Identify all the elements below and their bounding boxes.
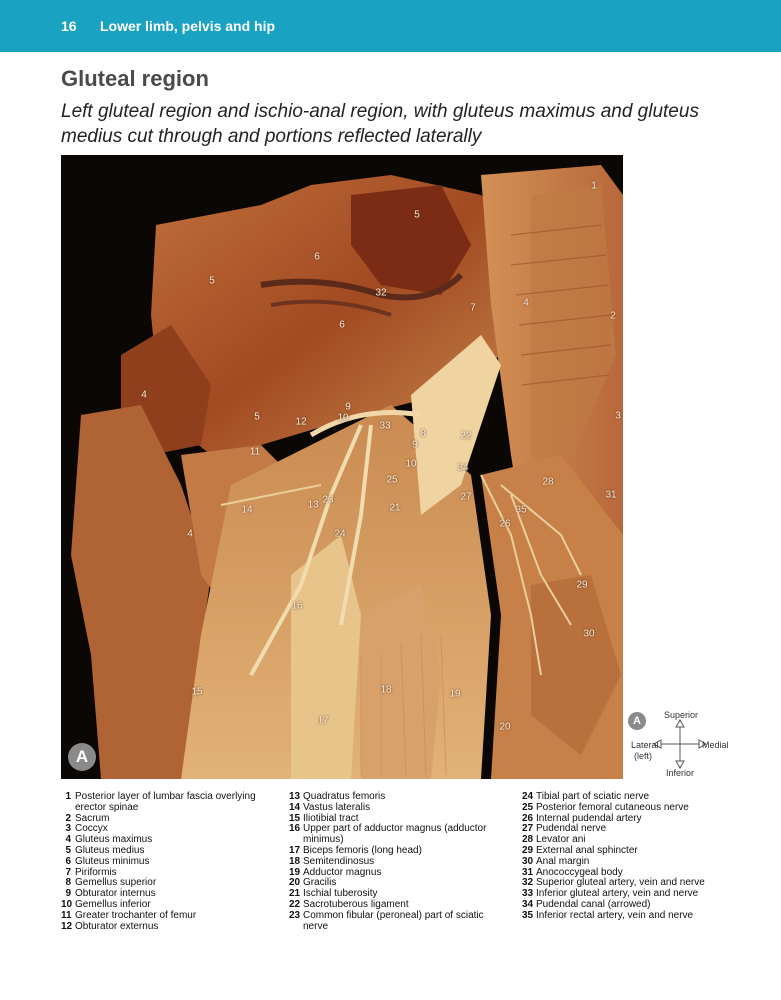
legend-text: Sacrum — [75, 812, 110, 824]
legend-number: 5 — [65, 844, 71, 856]
legend-text: Inferior gluteal artery, vein and nerve — [536, 888, 699, 900]
label-1: 1 — [591, 180, 597, 192]
label-23: 23 — [322, 494, 334, 506]
label-28: 28 — [542, 476, 554, 488]
legend-column-1 — [61, 792, 276, 932]
legend-number: 4 — [65, 834, 71, 846]
legend-number: 9 — [65, 888, 71, 900]
legend-number: 23 — [289, 909, 301, 921]
legend-number: 27 — [522, 823, 534, 835]
label-14: 14 — [241, 504, 253, 516]
label-19: 19 — [449, 688, 461, 700]
legend-item — [61, 911, 276, 922]
legend-text: Iliotibial tract — [303, 812, 359, 824]
legend-number: 33 — [522, 888, 534, 900]
legend-number: 29 — [522, 844, 534, 856]
label-5-mid: 5 — [254, 411, 260, 423]
legend-text: Gluteus maximus — [75, 834, 153, 846]
legend-number: 30 — [522, 855, 534, 867]
legend-number: 8 — [65, 877, 71, 889]
legend-item — [289, 911, 504, 933]
legend-number: 21 — [289, 888, 301, 900]
label-4-right: 4 — [523, 297, 529, 309]
label-34: 34 — [457, 462, 469, 474]
label-22: 22 — [460, 430, 472, 442]
legend-text: Inferior rectal artery, vein and nerve — [536, 909, 694, 921]
legend-item — [61, 922, 276, 933]
label-12: 12 — [295, 416, 307, 428]
label-9-right: 9 — [412, 439, 418, 451]
legend-text: Pudendal canal (arrowed) — [536, 898, 651, 910]
legend-text: Obturator externus — [75, 920, 159, 932]
label-11: 11 — [249, 446, 261, 458]
legend-number: 10 — [61, 898, 73, 910]
label-33: 33 — [379, 420, 391, 432]
label-30: 30 — [583, 628, 595, 640]
page-header — [0, 0, 781, 52]
label-3: 3 — [615, 410, 621, 422]
legend-text: Gluteus minimus — [75, 855, 150, 867]
legend-text: Semitendinosus — [303, 855, 375, 867]
legend-number: 26 — [522, 812, 534, 824]
chapter-title: Lower limb, pelvis and hip — [100, 18, 276, 34]
label-31: 31 — [605, 489, 617, 501]
legend-number: 13 — [289, 791, 301, 802]
legend-number: 16 — [289, 823, 301, 835]
legend-number: 18 — [289, 855, 301, 867]
legend-text: Levator ani — [536, 834, 586, 846]
legend-number: 31 — [522, 866, 534, 878]
label-16: 16 — [291, 600, 303, 612]
legend-text: Posterior femoral cutaneous nerve — [536, 801, 689, 813]
legend-text: Anococcygeal body — [536, 866, 623, 878]
legend-text: Gemellus inferior — [75, 898, 151, 910]
legend-number: 35 — [522, 909, 534, 921]
label-9-left: 9 — [345, 401, 351, 413]
legend-number: 22 — [289, 898, 301, 910]
dissection-illustration — [61, 155, 623, 779]
legend-text: Common fibular (peroneal) part of sciatic nerve — [303, 909, 484, 932]
legend-text: Ischial tuberosity — [303, 888, 378, 900]
legend-item — [522, 803, 762, 814]
label-5-top: 5 — [414, 209, 420, 221]
label-7: 7 — [470, 302, 476, 314]
label-10-left: 10 — [337, 412, 349, 424]
label-5-left: 5 — [209, 275, 215, 287]
label-24: 24 — [334, 528, 346, 540]
legend-item — [522, 857, 762, 868]
orientation-superior: Superior — [664, 710, 699, 720]
legend-number: 1 — [65, 791, 71, 802]
dissection-photo — [61, 155, 623, 779]
legend-number: 25 — [522, 801, 534, 813]
label-17: 17 — [317, 715, 329, 727]
legend-text: Anal margin — [536, 855, 590, 867]
legend-text: Sacrotuberous ligament — [303, 898, 409, 910]
legend-text: Superior gluteal artery, vein and nerve — [536, 877, 705, 889]
legend-text: Piriformis — [75, 866, 117, 878]
legend-item — [289, 803, 504, 814]
legend-column-2 — [289, 792, 504, 932]
legend-number: 19 — [289, 866, 301, 878]
legend-text: Quadratus femoris — [303, 791, 386, 802]
legend-number: 12 — [61, 920, 73, 932]
label-18: 18 — [380, 684, 392, 696]
legend-item — [61, 857, 276, 868]
label-13: 13 — [307, 499, 319, 511]
orientation-lateral: Lateral — [631, 740, 659, 750]
legend-text: Greater trochanter of femur — [75, 909, 197, 921]
label-25: 25 — [386, 474, 398, 486]
orientation-medial: Medial — [702, 740, 729, 750]
legend-item — [522, 911, 762, 922]
legend-number: 34 — [522, 898, 534, 910]
legend-text: Gemellus superior — [75, 877, 157, 889]
legend-text: External anal sphincter — [536, 844, 638, 856]
legend-number: 28 — [522, 834, 534, 846]
label-20: 20 — [499, 721, 511, 733]
legend-text: Tibial part of sciatic nerve — [536, 791, 650, 802]
legend-number: 7 — [65, 866, 71, 878]
label-32: 32 — [375, 287, 387, 299]
label-15: 15 — [191, 686, 203, 698]
legend-text: Pudendal nerve — [536, 823, 607, 835]
legend-text: Posterior layer of lumbar fascia overlying erector spinae — [75, 791, 256, 813]
label-4-left: 4 — [141, 389, 147, 401]
legend-number: 2 — [65, 812, 71, 824]
legend-item — [61, 792, 276, 814]
page-number: 16 — [61, 18, 77, 34]
label-10-right: 10 — [405, 458, 417, 470]
label-4-lower: 4 — [187, 528, 193, 540]
legend-number: 11 — [61, 909, 72, 921]
figure-subtitle: Left gluteal region and ischio-anal region, with gluteus maximus and gluteus medius cut through and portions reflected laterally — [61, 101, 699, 147]
orientation-badge: A — [628, 712, 646, 730]
legend-column-3 — [522, 792, 762, 922]
legend-text: Adductor magnus — [303, 866, 382, 878]
figure-badge: A — [68, 743, 96, 771]
label-6-top: 6 — [314, 251, 320, 263]
label-29: 29 — [576, 579, 588, 591]
legend-number: 6 — [65, 855, 71, 867]
label-35: 35 — [515, 504, 527, 516]
label-21: 21 — [389, 502, 401, 514]
legend-number: 3 — [65, 823, 71, 835]
legend-number: 15 — [289, 812, 301, 824]
legend-number: 32 — [522, 877, 534, 889]
legend-text: Biceps femoris (long head) — [303, 844, 422, 856]
legend-text: Gracilis — [303, 877, 337, 889]
legend-text: Gluteus medius — [75, 844, 145, 856]
legend-number: 17 — [289, 844, 301, 856]
legend-text: Vastus lateralis — [303, 801, 371, 813]
label-26: 26 — [499, 518, 511, 530]
legend-text: Internal pudendal artery — [536, 812, 642, 824]
legend-text: Coccyx — [75, 823, 108, 835]
label-6-mid: 6 — [339, 319, 345, 331]
label-2: 2 — [610, 310, 616, 322]
legend-number: 20 — [289, 877, 301, 889]
orientation-compass — [628, 708, 738, 780]
label-27: 27 — [460, 491, 472, 503]
legend-item — [289, 824, 504, 846]
legend-number: 14 — [289, 801, 301, 813]
label-8: 8 — [420, 428, 426, 440]
section-title: Gluteal region — [61, 66, 209, 91]
legend-item — [289, 857, 504, 868]
orientation-inferior: Inferior — [666, 768, 695, 778]
legend-text: Obturator internus — [75, 888, 156, 900]
legend-text: Upper part of adductor magnus (adductor minimus) — [303, 823, 487, 846]
legend-number: 24 — [522, 791, 534, 802]
orientation-lateral-note: (left) — [634, 751, 652, 761]
